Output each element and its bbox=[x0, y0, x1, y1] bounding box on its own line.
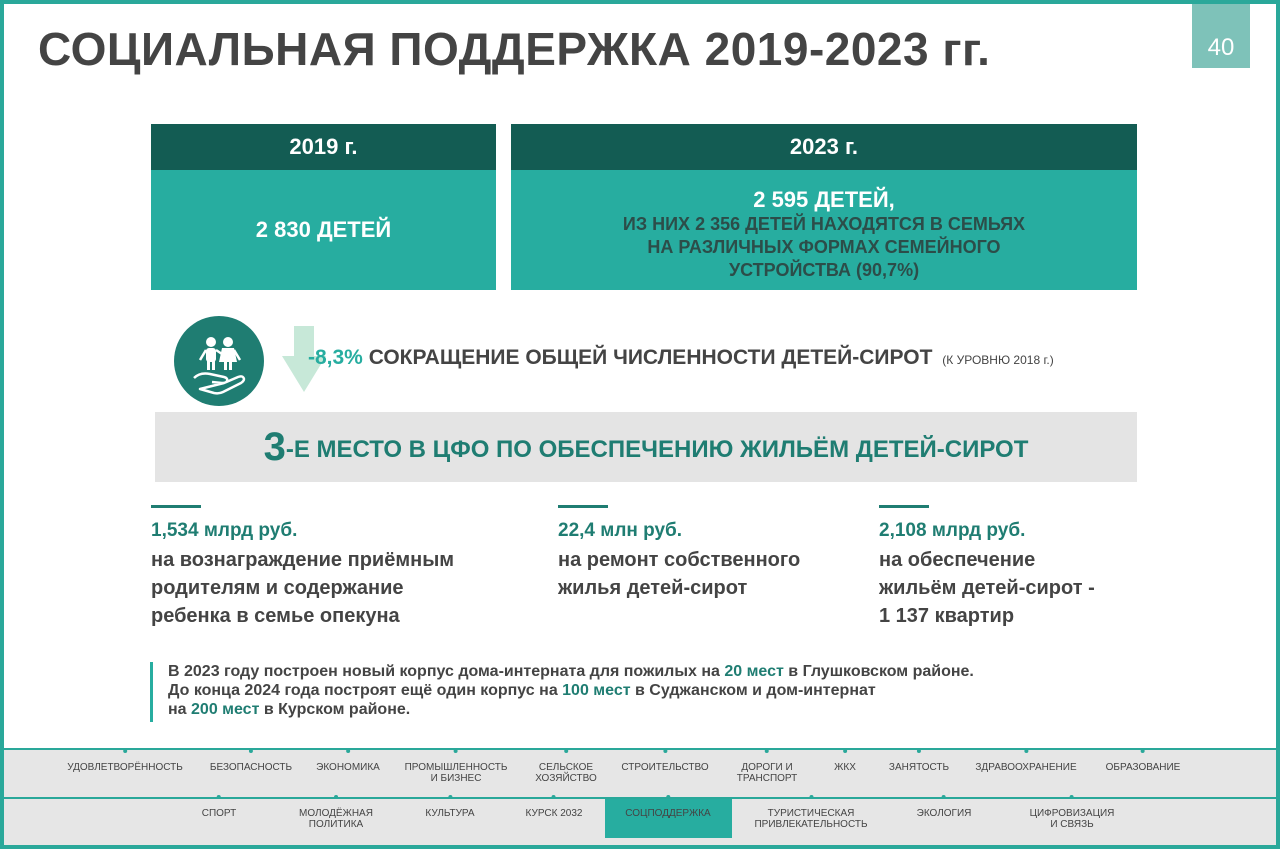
children-2023-line2: НА РАЗЛИЧНЫХ ФОРМАХ СЕМЕЙНОГО bbox=[647, 236, 1001, 257]
nav-item-ecology[interactable]: ЭКОЛОГИЯ bbox=[916, 808, 972, 819]
nav-item-industry[interactable]: ПРОМЫШЛЕННОСТЬ И БИЗНЕС bbox=[404, 762, 508, 784]
reduction-note: (К УРОВНЮ 2018 г.) bbox=[942, 353, 1054, 367]
note-text: В 2023 году построен новый корпус дома-интерната для пожилых на bbox=[168, 663, 725, 680]
reduction-line bbox=[308, 346, 1054, 370]
children-2019-value: 2 830 ДЕТЕЙ bbox=[255, 217, 392, 242]
note-highlight: 200 мест bbox=[191, 701, 260, 718]
year-2023-header: 2023 г. bbox=[511, 124, 1137, 170]
nav-item-satisfaction[interactable]: УДОВЛЕТВОРЁННОСТЬ bbox=[67, 762, 183, 773]
children-2023-line3: УСТРОЙСТВА (90,7%) bbox=[728, 259, 920, 280]
section-nav bbox=[4, 748, 1276, 845]
note-text: в Курском районе. bbox=[259, 701, 411, 718]
page-number: 40 bbox=[1192, 4, 1250, 68]
stat-desc-line: жилья детей-сирот bbox=[558, 577, 748, 599]
stat-divider bbox=[151, 505, 201, 508]
nav-item-youth-policy[interactable]: МОЛОДЁЖНАЯ ПОЛИТИКА bbox=[299, 808, 373, 830]
stat-divider bbox=[879, 505, 929, 508]
nav-item-tourism[interactable]: ТУРИСТИЧЕСКАЯ ПРИВЛЕКАТЕЛЬНОСТЬ bbox=[754, 808, 868, 830]
stat-desc-line: ребенка в семье опекуна bbox=[151, 605, 400, 627]
nav-item-security[interactable]: БЕЗОПАСНОСТЬ bbox=[209, 762, 293, 773]
page-title: СОЦИАЛЬНАЯ ПОДДЕРЖКА 2019-2023 гг. bbox=[38, 23, 991, 75]
year-2019-body bbox=[151, 170, 496, 290]
nav-item-sport[interactable]: СПОРТ bbox=[201, 808, 237, 819]
nav-item-social-support[interactable]: СОЦПОДДЕРЖКА bbox=[625, 808, 711, 819]
stat-housing-repair bbox=[558, 505, 800, 602]
note-highlight: 20 мест bbox=[724, 663, 784, 680]
nav-item-housing-utilities[interactable]: ЖКХ bbox=[834, 762, 856, 773]
stat-desc-line: жильём детей-сирот - bbox=[879, 577, 1095, 599]
year-2023-body bbox=[511, 170, 1137, 290]
nav-item-employment[interactable]: ЗАНЯТОСТЬ bbox=[888, 762, 950, 773]
note-text: в Суджанском и дом-интернат bbox=[630, 682, 876, 699]
rank-number: 3 bbox=[263, 424, 286, 469]
nav-item-education[interactable]: ОБРАЗОВАНИЕ bbox=[1105, 762, 1181, 773]
rank-text: -Е МЕСТО В ЦФО ПО ОБЕСПЕЧЕНИЮ ЖИЛЬЁМ ДЕТЕЙ-СИРОТ bbox=[285, 436, 1029, 463]
stat-amount: 2,108 млрд руб. bbox=[879, 520, 1026, 541]
stat-desc-line: на ремонт собственного bbox=[558, 549, 801, 571]
stat-desc-line: на обеспечение bbox=[879, 549, 1036, 571]
nav-line bbox=[4, 748, 1276, 750]
stat-desc-line: 1 137 квартир bbox=[879, 605, 1015, 627]
nav-item-digitalization[interactable]: ЦИФРОВИЗАЦИЯ И СВЯЗЬ bbox=[1029, 808, 1115, 830]
note-text: До конца 2024 года построят ещё один корпус на bbox=[168, 682, 563, 699]
reduction-text: СОКРАЩЕНИЕ ОБЩЕЙ ЧИСЛЕННОСТИ ДЕТЕЙ-СИРОТ bbox=[362, 346, 933, 369]
stat-desc-line: на вознаграждение приёмным bbox=[151, 549, 455, 571]
nav-item-construction[interactable]: СТРОИТЕЛЬСТВО bbox=[621, 762, 709, 773]
elderly-home-note bbox=[150, 662, 1150, 722]
stat-amount: 22,4 млн руб. bbox=[558, 520, 683, 541]
stat-foster-payments bbox=[151, 505, 454, 630]
reduction-percent: -8,3% bbox=[308, 346, 363, 369]
note-text: на bbox=[168, 701, 192, 718]
note-text: в Глушковском районе. bbox=[783, 663, 974, 680]
year-2019-header: 2019 г. bbox=[151, 124, 496, 170]
children-2023-line1: ИЗ НИХ 2 356 ДЕТЕЙ НАХОДЯТСЯ В СЕМЬЯХ bbox=[622, 213, 1026, 234]
children-in-hand-icon bbox=[174, 316, 264, 406]
nav-item-healthcare[interactable]: ЗДРАВООХРАНЕНИЕ bbox=[975, 762, 1077, 773]
nav-item-economy[interactable]: ЭКОНОМИКА bbox=[316, 762, 380, 773]
nav-item-agriculture[interactable]: СЕЛЬСКОЕ ХОЗЯЙСТВО bbox=[535, 762, 597, 784]
note-highlight: 100 мест bbox=[562, 682, 631, 699]
nav-item-culture[interactable]: КУЛЬТУРА bbox=[425, 808, 475, 819]
nav-item-kursk-2032[interactable]: КУРСК 2032 bbox=[525, 808, 583, 819]
stat-divider bbox=[558, 505, 608, 508]
stat-desc-line: родителям и содержание bbox=[151, 577, 404, 599]
nav-item-roads[interactable]: ДОРОГИ И ТРАНСПОРТ bbox=[736, 762, 798, 784]
children-2023-value: 2 595 ДЕТЕЙ, bbox=[753, 186, 895, 212]
stat-housing-provision bbox=[879, 505, 1095, 630]
rank-banner bbox=[155, 412, 1137, 482]
stat-amount: 1,534 млрд руб. bbox=[151, 520, 298, 541]
